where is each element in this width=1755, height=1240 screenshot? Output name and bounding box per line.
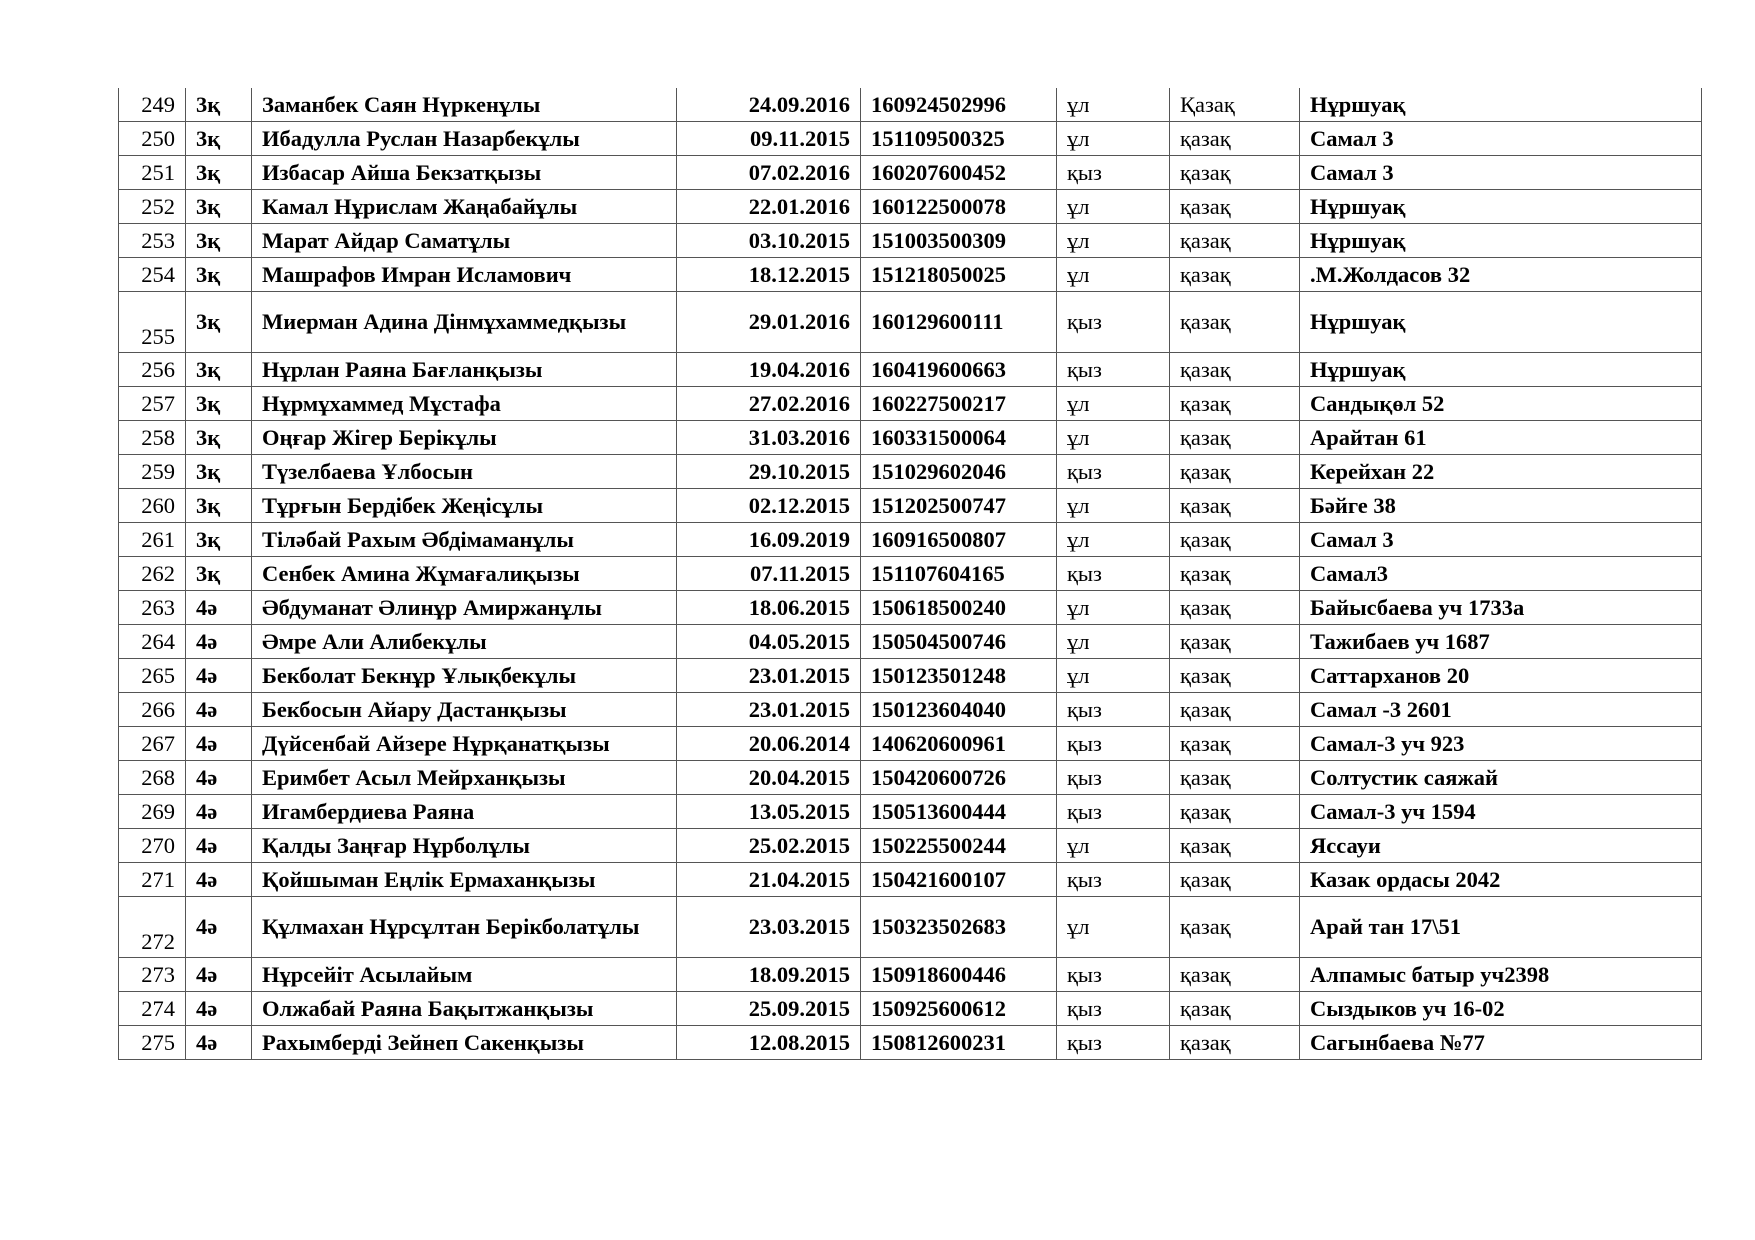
class-cell: 4ә [186,693,252,727]
birth-date: 02.12.2015 [677,489,861,523]
gender-cell: ұл [1057,387,1170,421]
birth-date: 12.08.2015 [677,1026,861,1060]
class-cell: 3қ [186,190,252,224]
student-roster-page [118,88,1702,1060]
iin-number: 150504500746 [861,625,1057,659]
class-cell: 4ә [186,591,252,625]
gender-cell: ұл [1057,829,1170,863]
address-cell: Самал -3 2601 [1300,693,1702,727]
address-cell: .М.Жолдасов 32 [1300,258,1702,292]
birth-date: 20.04.2015 [677,761,861,795]
gender-cell: қыз [1057,958,1170,992]
gender-cell: ұл [1057,258,1170,292]
address-cell: Самал 3 [1300,122,1702,156]
student-name: Тіләбай Рахым Әбдімаманұлы [252,523,677,557]
nationality-cell: қазақ [1170,659,1300,693]
nationality-cell: қазақ [1170,897,1300,958]
gender-cell: ұл [1057,523,1170,557]
student-name: Олжабай Раяна Бақытжанқызы [252,992,677,1026]
table-row [119,958,1702,992]
class-cell: 4ә [186,659,252,693]
iin-number: 150421600107 [861,863,1057,897]
class-cell: 4ә [186,795,252,829]
nationality-cell: қазақ [1170,829,1300,863]
class-cell: 3қ [186,88,252,122]
row-number: 258 [119,421,186,455]
student-name: Қалды Заңғар Нұрболұлы [252,829,677,863]
row-number: 265 [119,659,186,693]
gender-cell: қыз [1057,727,1170,761]
student-name: Әбдуманат Әлинұр Амиржанұлы [252,591,677,625]
address-cell: Керейхан 22 [1300,455,1702,489]
table-row [119,659,1702,693]
row-number: 273 [119,958,186,992]
gender-cell: қыз [1057,455,1170,489]
student-name: Сенбек Амина Жұмағалиқызы [252,557,677,591]
table-row [119,863,1702,897]
row-number: 261 [119,523,186,557]
row-number: 252 [119,190,186,224]
nationality-cell: қазақ [1170,693,1300,727]
nationality-cell: қазақ [1170,761,1300,795]
nationality-cell: қазақ [1170,727,1300,761]
address-cell: Сыздыков уч 16-02 [1300,992,1702,1026]
iin-number: 160924502996 [861,88,1057,122]
class-cell: 4ә [186,625,252,659]
address-cell: Нұршуақ [1300,190,1702,224]
roster-body [119,88,1702,1060]
table-row [119,258,1702,292]
iin-number: 160227500217 [861,387,1057,421]
class-cell: 4ә [186,958,252,992]
birth-date: 24.09.2016 [677,88,861,122]
student-name: Камал Нұрислам Жаңабайұлы [252,190,677,224]
nationality-cell: қазақ [1170,863,1300,897]
class-cell: 3қ [186,258,252,292]
nationality-cell: қазақ [1170,156,1300,190]
table-row [119,421,1702,455]
iin-number: 160331500064 [861,421,1057,455]
table-row [119,897,1702,958]
address-cell: Байысбаева уч 1733а [1300,591,1702,625]
row-number: 275 [119,1026,186,1060]
nationality-cell: қазақ [1170,292,1300,353]
class-cell: 3қ [186,156,252,190]
birth-date: 23.03.2015 [677,897,861,958]
gender-cell: қыз [1057,795,1170,829]
row-number: 264 [119,625,186,659]
class-cell: 4ә [186,1026,252,1060]
student-name: Нұрсейіт Асылайым [252,958,677,992]
gender-cell: ұл [1057,421,1170,455]
address-cell: Самал3 [1300,557,1702,591]
student-name: Әмре Али Алибекұлы [252,625,677,659]
student-roster-table [118,88,1702,1060]
gender-cell: қыз [1057,156,1170,190]
student-name: Дүйсенбай Айзере Нұрқанатқызы [252,727,677,761]
address-cell: Саттарханов 20 [1300,659,1702,693]
student-name: Түзелбаева Ұлбосын [252,455,677,489]
row-number: 270 [119,829,186,863]
table-row [119,795,1702,829]
row-number: 266 [119,693,186,727]
student-name: Бекболат Бекнұр Ұлықбекұлы [252,659,677,693]
row-number: 251 [119,156,186,190]
table-row [119,489,1702,523]
student-name: Миерман Адина Дінмұхаммедқызы [252,292,677,353]
row-number: 259 [119,455,186,489]
birth-date: 22.01.2016 [677,190,861,224]
iin-number: 150225500244 [861,829,1057,863]
birth-date: 13.05.2015 [677,795,861,829]
class-cell: 3қ [186,489,252,523]
address-cell: Нұршуақ [1300,88,1702,122]
table-row [119,761,1702,795]
nationality-cell: қазақ [1170,591,1300,625]
student-name: Заманбек Саян Нүркенұлы [252,88,677,122]
address-cell: Бәйге 38 [1300,489,1702,523]
table-row [119,156,1702,190]
student-name: Нұрлан Раяна Бағланқызы [252,353,677,387]
class-cell: 3қ [186,122,252,156]
student-name: Қойшыман Еңлік Ермаханқызы [252,863,677,897]
iin-number: 150513600444 [861,795,1057,829]
student-name: Тұрғын Бердібек Жеңісұлы [252,489,677,523]
iin-number: 151218050025 [861,258,1057,292]
class-cell: 3қ [186,523,252,557]
table-row [119,591,1702,625]
student-name: Избасар Айша Бекзатқызы [252,156,677,190]
address-cell: Самал-3 уч 1594 [1300,795,1702,829]
iin-number: 150925600612 [861,992,1057,1026]
row-number: 257 [119,387,186,421]
birth-date: 29.10.2015 [677,455,861,489]
nationality-cell: қазақ [1170,795,1300,829]
iin-number: 151029602046 [861,455,1057,489]
birth-date: 29.01.2016 [677,292,861,353]
nationality-cell: қазақ [1170,489,1300,523]
address-cell: Солтустик саяжай [1300,761,1702,795]
iin-number: 160122500078 [861,190,1057,224]
table-row [119,523,1702,557]
iin-number: 140620600961 [861,727,1057,761]
gender-cell: ұл [1057,625,1170,659]
row-number: 271 [119,863,186,897]
class-cell: 3қ [186,421,252,455]
row-number: 249 [119,88,186,122]
row-number: 269 [119,795,186,829]
gender-cell: ұл [1057,88,1170,122]
nationality-cell: қазақ [1170,258,1300,292]
row-number: 255 [119,292,186,353]
birth-date: 31.03.2016 [677,421,861,455]
gender-cell: ұл [1057,190,1170,224]
iin-number: 150812600231 [861,1026,1057,1060]
table-row [119,557,1702,591]
gender-cell: ұл [1057,659,1170,693]
address-cell: Арай тан 17\51 [1300,897,1702,958]
class-cell: 4ә [186,897,252,958]
student-name: Игамбердиева Раяна [252,795,677,829]
birth-date: 09.11.2015 [677,122,861,156]
address-cell: Казак ордасы 2042 [1300,863,1702,897]
student-name: Рахымберді Зейнеп Сакенқызы [252,1026,677,1060]
birth-date: 18.12.2015 [677,258,861,292]
table-row [119,387,1702,421]
class-cell: 4ә [186,829,252,863]
class-cell: 3қ [186,557,252,591]
nationality-cell: қазақ [1170,421,1300,455]
address-cell: Сагынбаева №77 [1300,1026,1702,1060]
birth-date: 20.06.2014 [677,727,861,761]
student-name: Марат Айдар Саматұлы [252,224,677,258]
table-row [119,455,1702,489]
birth-date: 23.01.2015 [677,659,861,693]
iin-number: 150618500240 [861,591,1057,625]
gender-cell: қыз [1057,992,1170,1026]
birth-date: 19.04.2016 [677,353,861,387]
iin-number: 150123501248 [861,659,1057,693]
iin-number: 150323502683 [861,897,1057,958]
gender-cell: ұл [1057,224,1170,258]
gender-cell: қыз [1057,693,1170,727]
address-cell: Алпамыс батыр уч2398 [1300,958,1702,992]
nationality-cell: қазақ [1170,625,1300,659]
gender-cell: қыз [1057,353,1170,387]
class-cell: 3қ [186,224,252,258]
nationality-cell: қазақ [1170,1026,1300,1060]
iin-number: 151109500325 [861,122,1057,156]
class-cell: 4ә [186,863,252,897]
row-number: 256 [119,353,186,387]
table-row [119,190,1702,224]
address-cell: Яссауи [1300,829,1702,863]
nationality-cell: қазақ [1170,958,1300,992]
student-name: Бекбосын Айару Дастанқызы [252,693,677,727]
birth-date: 03.10.2015 [677,224,861,258]
address-cell: Нұршуақ [1300,353,1702,387]
nationality-cell: қазақ [1170,992,1300,1026]
birth-date: 18.06.2015 [677,591,861,625]
iin-number: 160129600111 [861,292,1057,353]
iin-number: 160207600452 [861,156,1057,190]
row-number: 260 [119,489,186,523]
gender-cell: қыз [1057,761,1170,795]
class-cell: 3қ [186,387,252,421]
student-name: Машрафов Имран Исламович [252,258,677,292]
table-row [119,992,1702,1026]
address-cell: Самал-3 уч 923 [1300,727,1702,761]
birth-date: 18.09.2015 [677,958,861,992]
gender-cell: қыз [1057,557,1170,591]
nationality-cell: қазақ [1170,387,1300,421]
iin-number: 151202500747 [861,489,1057,523]
class-cell: 4ә [186,727,252,761]
table-row [119,625,1702,659]
address-cell: Самал 3 [1300,523,1702,557]
birth-date: 07.02.2016 [677,156,861,190]
birth-date: 25.09.2015 [677,992,861,1026]
gender-cell: қыз [1057,292,1170,353]
class-cell: 3қ [186,292,252,353]
nationality-cell: Қазақ [1170,88,1300,122]
gender-cell: ұл [1057,122,1170,156]
row-number: 268 [119,761,186,795]
nationality-cell: қазақ [1170,353,1300,387]
birth-date: 21.04.2015 [677,863,861,897]
table-row [119,727,1702,761]
row-number: 262 [119,557,186,591]
student-name: Нұрмұхаммед Мұстафа [252,387,677,421]
gender-cell: қыз [1057,1026,1170,1060]
iin-number: 150918600446 [861,958,1057,992]
table-row [119,693,1702,727]
birth-date: 04.05.2015 [677,625,861,659]
address-cell: Тажибаев уч 1687 [1300,625,1702,659]
student-name: Оңғар Жігер Берікұлы [252,421,677,455]
table-row [119,353,1702,387]
nationality-cell: қазақ [1170,523,1300,557]
nationality-cell: қазақ [1170,190,1300,224]
iin-number: 160419600663 [861,353,1057,387]
table-row [119,122,1702,156]
row-number: 253 [119,224,186,258]
birth-date: 07.11.2015 [677,557,861,591]
row-number: 263 [119,591,186,625]
row-number: 272 [119,897,186,958]
birth-date: 23.01.2015 [677,693,861,727]
address-cell: Арайтан 61 [1300,421,1702,455]
birth-date: 25.02.2015 [677,829,861,863]
row-number: 250 [119,122,186,156]
address-cell: Нұршуақ [1300,224,1702,258]
row-number: 267 [119,727,186,761]
class-cell: 3қ [186,455,252,489]
birth-date: 16.09.2019 [677,523,861,557]
iin-number: 151003500309 [861,224,1057,258]
iin-number: 150420600726 [861,761,1057,795]
row-number: 254 [119,258,186,292]
birth-date: 27.02.2016 [677,387,861,421]
iin-number: 160916500807 [861,523,1057,557]
class-cell: 4ә [186,761,252,795]
gender-cell: қыз [1057,863,1170,897]
table-row [119,292,1702,353]
address-cell: Сандықөл 52 [1300,387,1702,421]
table-row [119,224,1702,258]
nationality-cell: қазақ [1170,455,1300,489]
nationality-cell: қазақ [1170,224,1300,258]
nationality-cell: қазақ [1170,557,1300,591]
student-name: Ибадулла Руслан Назарбекұлы [252,122,677,156]
class-cell: 4ә [186,992,252,1026]
address-cell: Нұршуақ [1300,292,1702,353]
iin-number: 151107604165 [861,557,1057,591]
gender-cell: ұл [1057,489,1170,523]
table-row [119,829,1702,863]
row-number: 274 [119,992,186,1026]
class-cell: 3қ [186,353,252,387]
table-row [119,1026,1702,1060]
iin-number: 150123604040 [861,693,1057,727]
gender-cell: ұл [1057,591,1170,625]
address-cell: Самал 3 [1300,156,1702,190]
student-name: Еримбет Асыл Мейрханқызы [252,761,677,795]
nationality-cell: қазақ [1170,122,1300,156]
gender-cell: ұл [1057,897,1170,958]
student-name: Құлмахан Нұрсұлтан Берікболатұлы [252,897,677,958]
table-row [119,88,1702,122]
